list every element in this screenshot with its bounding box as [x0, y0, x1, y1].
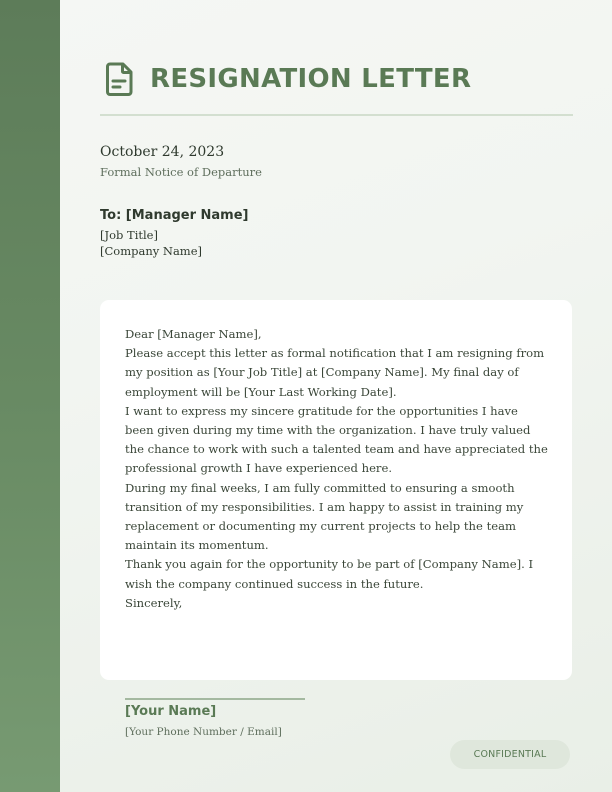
- page-title: RESIGNATION LETTER: [150, 64, 472, 94]
- signature-name: [Your Name]: [125, 704, 217, 719]
- body-paragraph: Please accept this letter as formal notification that I am resigning from my position as [Your Job Title] at [Company Name]. My final day of employment will be [Your Last Working Date].: [125, 346, 545, 399]
- body-paragraph: During my final weeks, I am fully committed to ensuring a smooth transition of my responsibilities. I am happy to assist in training my replacement or documenting my current projects to help the team maintain its momentum.: [125, 480, 524, 553]
- signature-contact: [Your Phone Number / Email]: [125, 726, 282, 738]
- signature-line: [125, 698, 305, 700]
- document-icon: [100, 59, 140, 99]
- letter-header: [100, 58, 573, 116]
- body-paragraph: I want to express my sincere gratitude for the opportunities I have been given during my time with the organization. I have truly valued the chance to work with such a talented team and have appreciated the professional growth I have experienced here.: [125, 403, 548, 476]
- recipient-company: [Company Name]: [100, 244, 203, 258]
- letter-subtitle: Formal Notice of Departure: [100, 165, 262, 179]
- confidential-badge: CONFIDENTIAL: [450, 740, 570, 769]
- salutation: Dear [Manager Name],: [125, 327, 262, 341]
- closing: Sincerely,: [125, 595, 183, 610]
- sidebar-accent-bar: [0, 0, 60, 792]
- recipient-job-title: [Job Title]: [100, 228, 158, 242]
- letter-date: October 24, 2023: [100, 144, 225, 160]
- letter-body-card: [100, 300, 572, 680]
- body-paragraph: Thank you again for the opportunity to be part of [Company Name]. I wish the company continued success in the future.: [125, 557, 534, 591]
- recipient-name: To: [Manager Name]: [100, 208, 249, 223]
